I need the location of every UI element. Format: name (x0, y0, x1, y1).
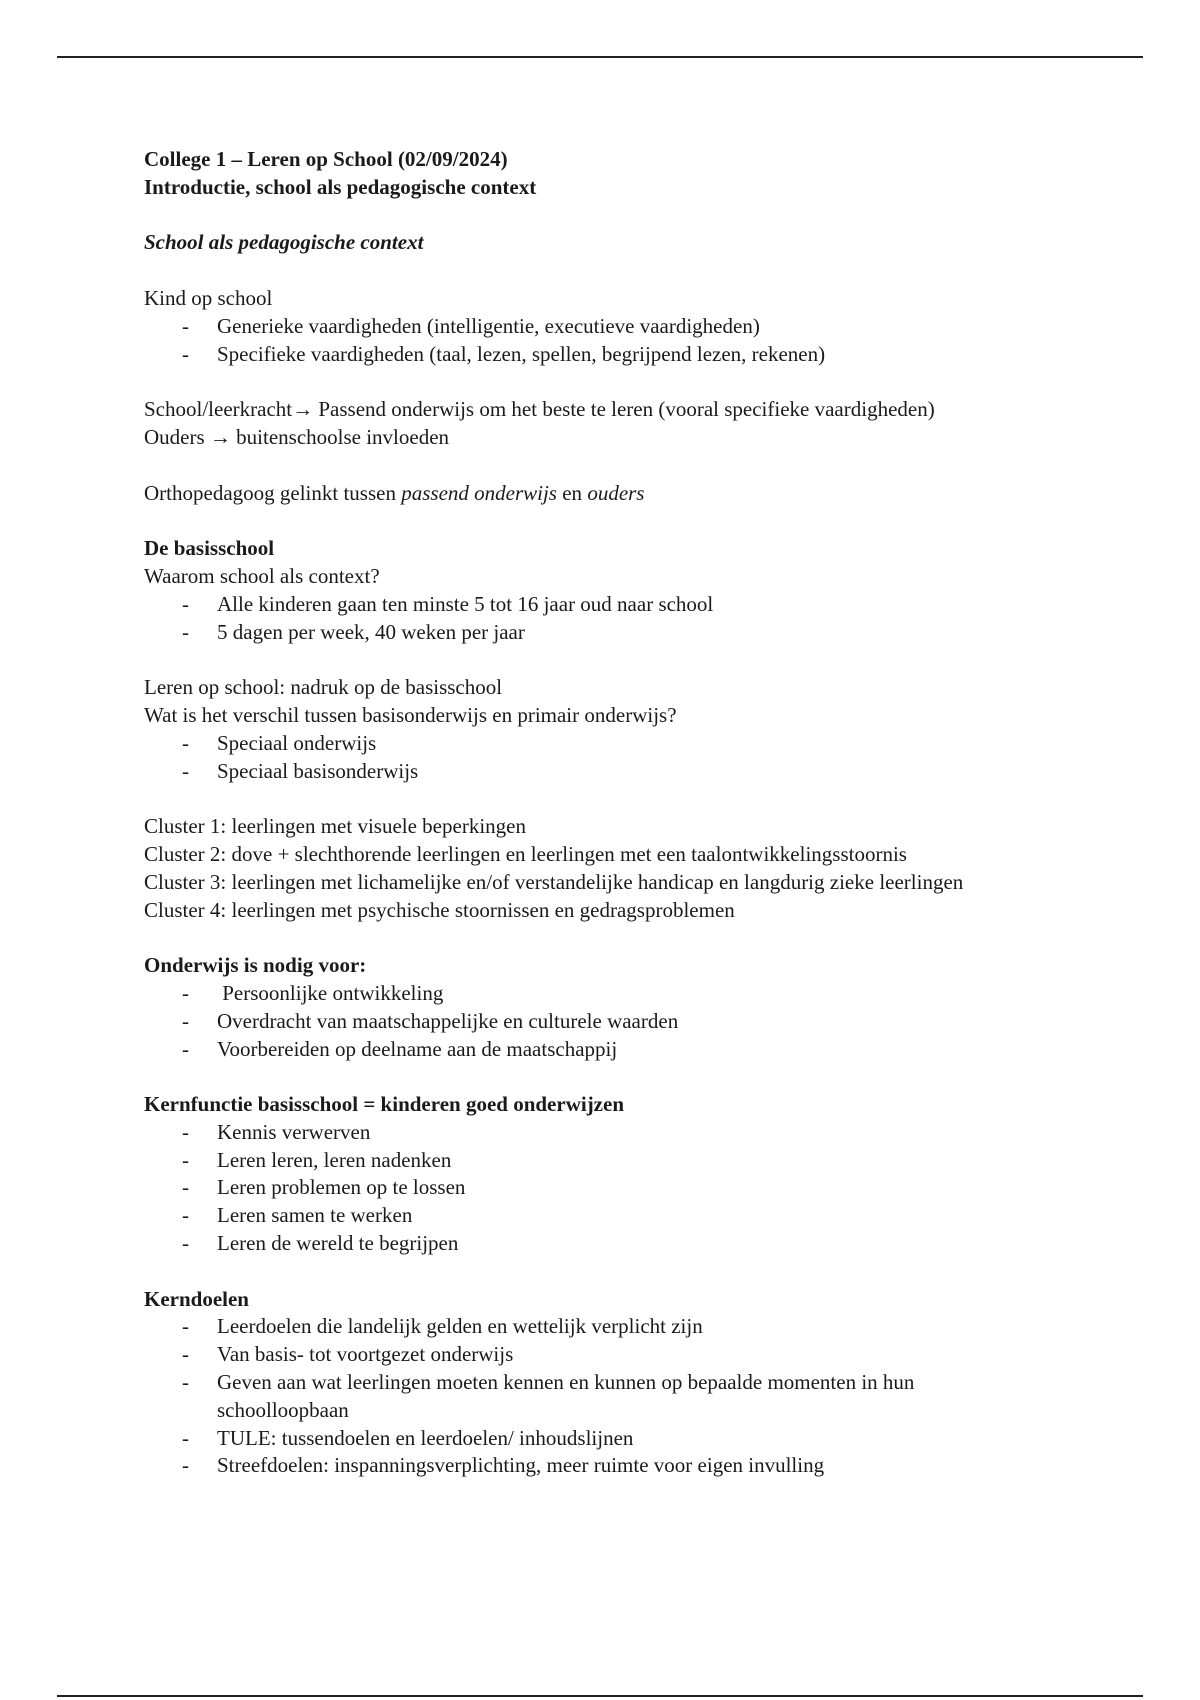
list-item: - Leren samen te werken (144, 1202, 1074, 1230)
ortho-prefix: Orthopedagoog gelinkt tussen (144, 480, 402, 505)
list-item: - Leren leren, leren nadenken (144, 1147, 1074, 1175)
onderwijs-heading: Onderwijs is nodig voor: (144, 953, 367, 978)
document-page (144, 146, 1074, 1480)
list-item: - Speciaal basisonderwijs (144, 758, 1074, 786)
list-item: - Persoonlijke ontwikkeling (144, 980, 1074, 1008)
list-item: - Van basis- tot voortgezet onderwijs (144, 1341, 1074, 1369)
verschil-list (144, 730, 1074, 786)
list-item: - Streefdoelen: inspanningsverplichting, meer ruimte voor eigen invulling (144, 1452, 1074, 1480)
document-title: College 1 – Leren op School (02/09/2024) (144, 147, 508, 171)
ouders-line: Ouders → buitenschoolse invloeden (144, 424, 450, 449)
ortho-emphasis-ouders: ouders (587, 480, 645, 505)
footer-rule (57, 1695, 1143, 1697)
list-item: - Geven aan wat leerlingen moeten kennen en kunnen op bepaalde momenten in hun schoolloopbaan (144, 1369, 977, 1425)
list-item: - Leren de wereld te begrijpen (144, 1230, 1074, 1258)
kernfunctie-heading: Kernfunctie basisschool = kinderen goed onderwijzen (144, 1092, 625, 1117)
orthopedagoog-line (144, 480, 1074, 508)
basisschool-heading: De basisschool (144, 536, 275, 561)
cluster-line: Cluster 2: dove + slechthorende leerlingen en leerlingen met een taalontwikkelingsstoornis (144, 841, 907, 866)
basisschool-list (144, 591, 1074, 647)
list-item: - Leren problemen op te lossen (144, 1174, 1074, 1202)
list-item: - Voorbereiden op deelname aan de maatschappij (144, 1036, 1074, 1064)
list-item: - TULE: tussendoelen en leerdoelen/ inhoudslijnen (144, 1425, 1074, 1453)
kind-op-school-label: Kind op school (144, 285, 273, 310)
document-subtitle: Introductie, school als pedagogische context (144, 174, 537, 199)
kind-op-school-list (144, 313, 1074, 369)
kerndoelen-list (144, 1313, 1074, 1480)
kerndoelen-heading: Kerndoelen (144, 1286, 249, 1311)
onderwijs-list (144, 980, 1074, 1063)
verschil-question: Wat is het verschil tussen basisonderwijs en primair onderwijs? (144, 702, 677, 727)
ortho-emphasis-passend: passend onderwijs (401, 480, 557, 505)
school-leerkracht-line: School/leerkracht→ Passend onderwijs om het beste te leren (vooral specifieke vaardigheden) (144, 397, 935, 422)
list-item: - Leerdoelen die landelijk gelden en wettelijk verplicht zijn (144, 1313, 1074, 1341)
list-item: - Kennis verwerven (144, 1119, 1074, 1147)
section-heading-pedagogische-context: School als pedagogische context (144, 230, 424, 255)
kernfunctie-list (144, 1119, 1074, 1258)
ortho-mid: en (556, 480, 588, 505)
basisschool-question: Waarom school als context? (144, 563, 380, 588)
list-item: - Generieke vaardigheden (intelligentie, executieve vaardigheden) (144, 313, 1074, 341)
cluster-line: Cluster 1: leerlingen met visuele beperkingen (144, 814, 526, 839)
leren-op-school-line: Leren op school: nadruk op de basisschool (144, 675, 503, 700)
list-item: - Speciaal onderwijs (144, 730, 1074, 758)
list-item: - Overdracht van maatschappelijke en culturele waarden (144, 1008, 1074, 1036)
list-item: - 5 dagen per week, 40 weken per jaar (144, 619, 1074, 647)
header-rule (57, 56, 1143, 58)
cluster-line: Cluster 3: leerlingen met lichamelijke en/of verstandelijke handicap en langdurig zieke leerlingen (144, 869, 964, 894)
list-item: - Specifieke vaardigheden (taal, lezen, spellen, begrijpend lezen, rekenen) (144, 341, 1074, 369)
cluster-line: Cluster 4: leerlingen met psychische stoornissen en gedragsproblemen (144, 897, 735, 922)
list-item: - Alle kinderen gaan ten minste 5 tot 16 jaar oud naar school (144, 591, 1074, 619)
